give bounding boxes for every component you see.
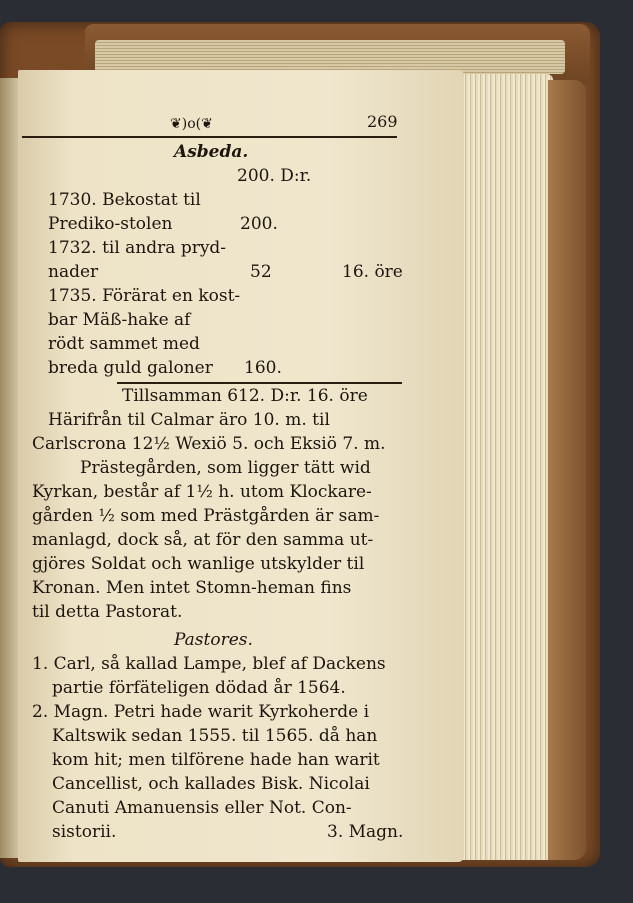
pastores-line-7: sistorii. bbox=[52, 822, 117, 842]
ledger-line-7-a: rödt sammet med bbox=[48, 334, 200, 354]
pastores-line-2: 2. Magn. Petri hade warit Kyrkoherde i bbox=[32, 702, 370, 722]
ledger-line-2-b: 200. bbox=[240, 214, 278, 234]
paragraph-line-3: Kyrkan, består af 1½ h. utom Klockare- bbox=[32, 482, 372, 502]
pastores-line-5: Cancellist, och kallades Bisk. Nicolai bbox=[52, 774, 370, 794]
pastores-line-4: kom hit; men tilförene hade han warit bbox=[52, 750, 380, 770]
page-block-top bbox=[95, 40, 565, 74]
pastores-line-1: partie förfäteligen dödad år 1564. bbox=[52, 678, 346, 698]
paragraph-line-6: gjöres Soldat och wanlige utskylder til bbox=[32, 554, 365, 574]
total-rule bbox=[117, 382, 402, 384]
paragraph-line-0: Härifrån til Calmar äro 10. m. til bbox=[48, 410, 330, 430]
ledger-line-4-b: 52 bbox=[250, 262, 272, 282]
paragraph-line-1: Carlscrona 12½ Wexiö 5. och Eksiö 7. m. bbox=[32, 434, 386, 454]
ledger-line-8-a: breda guld galoner bbox=[48, 358, 213, 378]
header-ornament: ❦)o(❦ bbox=[170, 116, 213, 132]
ledger-line-4-c: 16. öre bbox=[342, 262, 403, 282]
ledger-line-0-b: 200. D:r. bbox=[237, 166, 312, 186]
pastores-line-6: Canuti Amanuensis eller Not. Con- bbox=[52, 798, 352, 818]
pastores-heading: Pastores. bbox=[174, 630, 253, 650]
ledger-line-4-a: nader bbox=[48, 262, 99, 282]
page-fore-edge bbox=[458, 74, 553, 860]
paragraph-line-8: til detta Pastorat. bbox=[32, 602, 183, 622]
paragraph-line-7: Kronan. Men intet Stomn-heman fins bbox=[32, 578, 352, 598]
page-number: 269 bbox=[367, 112, 398, 131]
book-spine-edge bbox=[548, 80, 586, 860]
ledger-line-3-a: 1732. til andra pryd- bbox=[48, 238, 227, 258]
ledger-line-6-a: bar Mäß-hake af bbox=[48, 310, 191, 330]
pastores-line-0: 1. Carl, så kallad Lampe, blef af Dackens bbox=[32, 654, 386, 674]
paragraph-line-5: manlagd, dock så, at för den samma ut- bbox=[32, 530, 374, 550]
paragraph-line-4: gården ½ som med Prästgården är sam- bbox=[32, 506, 380, 526]
ledger-line-1-a: 1730. Bekostat til bbox=[48, 190, 201, 210]
parish-name: Asbeda. bbox=[174, 142, 249, 162]
ledger-line-5-a: 1735. Förärat en kost- bbox=[48, 286, 241, 306]
total-line: Tillsamman 612. D:r. 16. öre bbox=[122, 386, 368, 406]
ledger-line-2-a: Prediko-stolen bbox=[48, 214, 173, 234]
ledger-line-8-b: 160. bbox=[244, 358, 282, 378]
paragraph-line-2: Prästegården, som ligger tätt wid bbox=[80, 458, 371, 478]
catchword: 3. Magn. bbox=[327, 822, 404, 842]
pastores-line-3: Kaltswik sedan 1555. til 1565. då han bbox=[52, 726, 378, 746]
left-page-edge bbox=[0, 78, 20, 858]
header-rule bbox=[22, 136, 397, 138]
